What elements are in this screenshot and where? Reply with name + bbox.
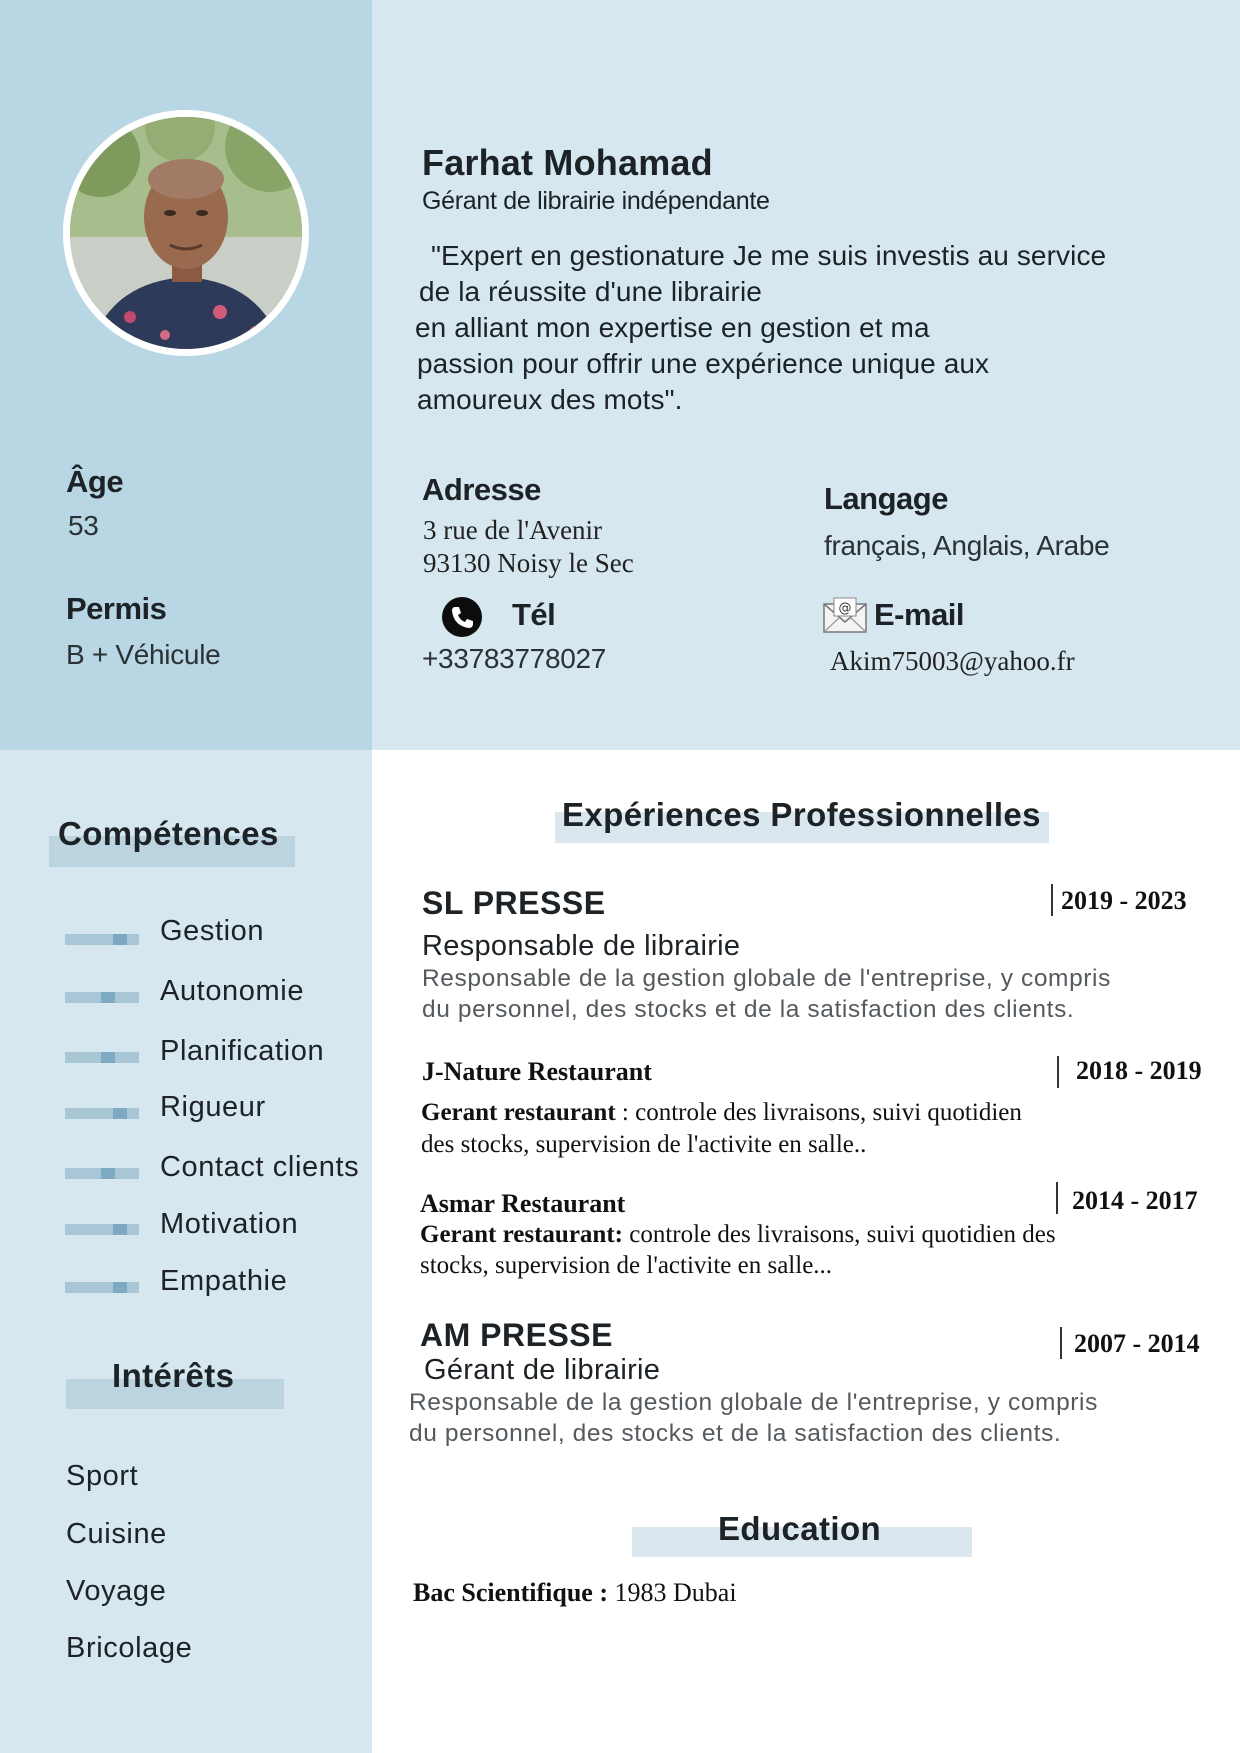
experience-description: stocks, supervision de l'activite en salle... — [420, 1252, 833, 1279]
candidate-title: Gérant de librairie indépendante — [422, 187, 770, 215]
summary-line: "Expert en gestionature Je me suis investis au service — [431, 240, 1107, 271]
experience-role: Gerant restaurant — [421, 1099, 616, 1126]
interests-title: Intérêts — [112, 1357, 235, 1394]
experience-title: Expériences Professionnelles — [562, 796, 1041, 833]
education-degree: Bac Scientifique : — [413, 1578, 608, 1607]
age-value: 53 — [68, 510, 99, 541]
summary-line: passion pour offrir une expérience unique aux — [417, 348, 990, 379]
experience-dates: 2007 - 2014 — [1074, 1329, 1200, 1358]
age-label: Âge — [66, 464, 124, 499]
education-title: Education — [718, 1510, 882, 1547]
experience-description — [421, 1099, 1022, 1127]
phone-value[interactable]: +33783778027 — [422, 643, 607, 674]
interest-item: Sport — [66, 1460, 139, 1492]
sidebar-bottom-panel — [0, 750, 372, 1753]
skill-level-bar — [65, 1108, 139, 1119]
svg-text:@: @ — [838, 601, 852, 616]
experience-description: du personnel, des stocks et de la satisfaction des clients. — [409, 1420, 1062, 1447]
experience-description-text: controle des livraisons, suivi quotidien des — [622, 1221, 1056, 1248]
phone-label: Tél — [512, 597, 556, 632]
phone-icon — [442, 597, 482, 637]
summary-line: amoureux des mots". — [417, 384, 683, 415]
experience-dates: 2014 - 2017 — [1072, 1186, 1198, 1215]
skill-item: Contact clients — [160, 1151, 360, 1183]
envelope-icon — [822, 596, 868, 636]
interest-item: Cuisine — [66, 1518, 167, 1550]
experience-role: Gérant de librairie — [424, 1354, 661, 1386]
experience-dates: 2019 - 2023 — [1061, 886, 1187, 915]
skill-level-bar — [65, 1224, 139, 1235]
experience-description: du personnel, des stocks et de la satisfaction des clients. — [422, 996, 1075, 1023]
experience-dates: 2018 - 2019 — [1076, 1056, 1202, 1085]
skill-level-bar — [65, 1168, 139, 1179]
skill-item: Planification — [160, 1035, 325, 1067]
skill-item: Gestion — [160, 915, 265, 947]
education-entry — [413, 1578, 737, 1608]
date-divider — [1056, 1182, 1058, 1214]
education-detail: 1983 Dubai — [608, 1578, 737, 1607]
experience-description: Responsable de la gestion globale de l'entreprise, y compris — [409, 1389, 1098, 1416]
skill-level-bar — [65, 992, 139, 1003]
experience-role: Gerant restaurant: — [420, 1221, 623, 1248]
date-divider — [1060, 1327, 1062, 1359]
summary-line: en alliant mon expertise en gestion et ma — [415, 312, 930, 343]
language-label: Langage — [824, 481, 948, 516]
skill-item: Empathie — [160, 1265, 288, 1297]
profile-photo-illustration — [70, 117, 302, 349]
email-label: E-mail — [874, 597, 965, 632]
experience-company: AM PRESSE — [420, 1317, 613, 1353]
skill-level-bar — [65, 1282, 139, 1293]
interest-item: Voyage — [66, 1575, 167, 1607]
email-value[interactable]: Akim75003@yahoo.fr — [830, 646, 1075, 676]
experience-description-text: : controle des livraisons, suivi quotidien — [615, 1099, 1022, 1126]
date-divider — [1057, 1056, 1059, 1088]
skill-level-bar — [65, 934, 139, 945]
permit-label: Permis — [66, 591, 167, 626]
permit-value: B + Véhicule — [66, 639, 221, 670]
address-line-2: 93130 Noisy le Sec — [423, 548, 634, 578]
date-divider — [1051, 884, 1053, 916]
summary-line: de la réussite d'une librairie — [419, 276, 762, 307]
experience-role: Responsable de librairie — [422, 930, 741, 962]
skill-item: Rigueur — [160, 1091, 266, 1123]
candidate-name: Farhat Mohamad — [422, 142, 713, 183]
language-value: français, Anglais, Arabe — [824, 530, 1110, 561]
experience-company: J-Nature Restaurant — [422, 1057, 652, 1086]
experience-company: SL PRESSE — [422, 885, 606, 921]
interest-item: Bricolage — [66, 1632, 193, 1664]
experience-company: Asmar Restaurant — [420, 1189, 626, 1218]
address-line-1: 3 rue de l'Avenir — [423, 515, 603, 545]
experience-description: Responsable de la gestion globale de l'entreprise, y compris — [422, 965, 1111, 992]
address-label: Adresse — [422, 472, 541, 507]
skill-item: Autonomie — [160, 975, 305, 1007]
profile-photo — [63, 110, 309, 356]
skill-item: Motivation — [160, 1208, 299, 1240]
experience-description — [420, 1221, 1056, 1249]
experience-description: des stocks, supervision de l'activite en salle.. — [421, 1131, 867, 1158]
skill-level-bar — [65, 1052, 139, 1063]
skills-title: Compétences — [58, 815, 279, 852]
